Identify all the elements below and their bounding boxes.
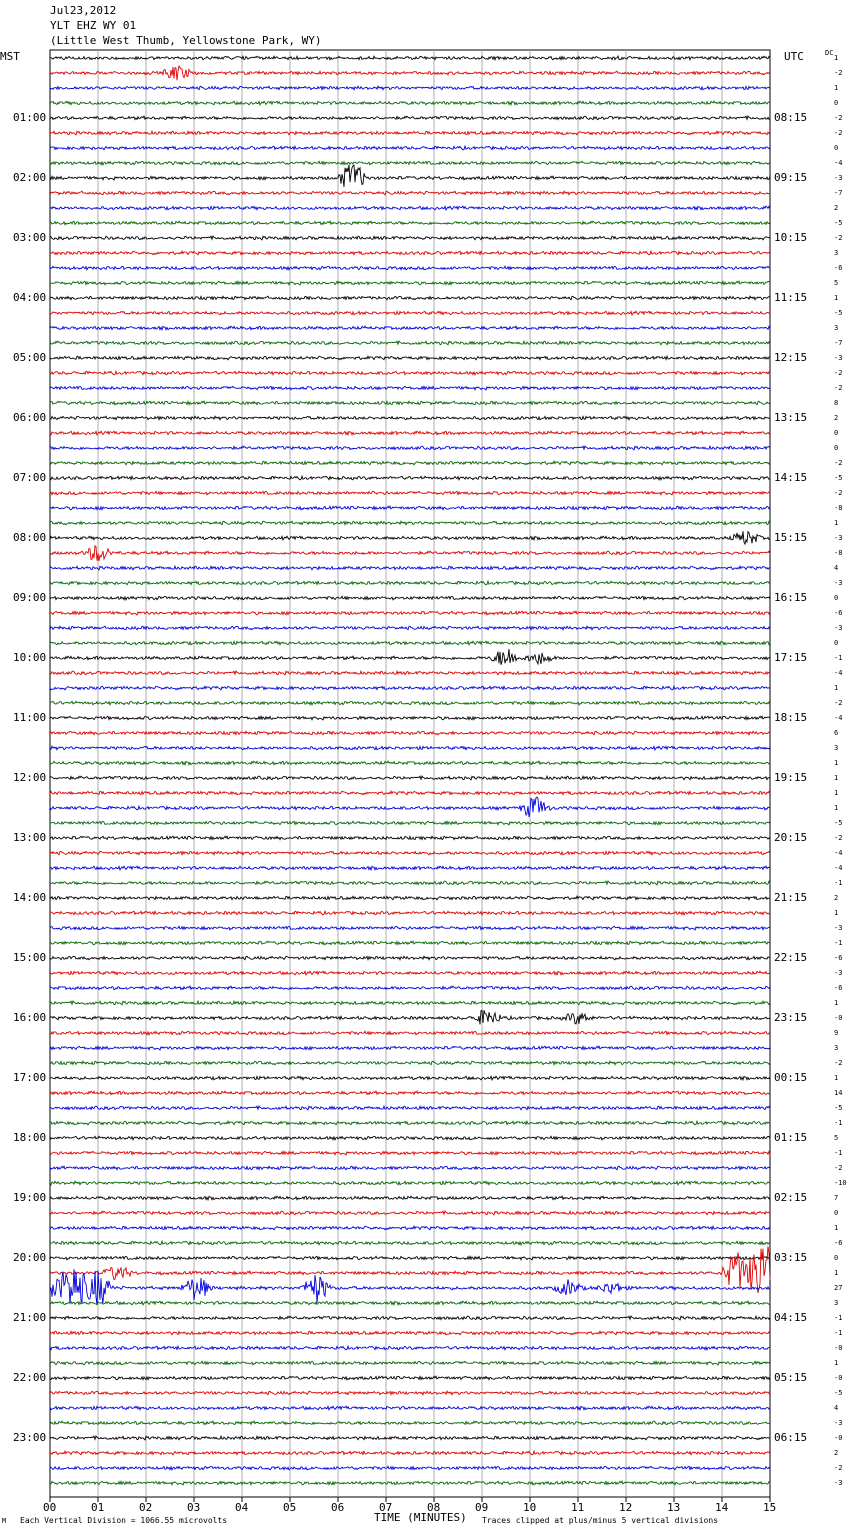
x-tick-label: 09 xyxy=(475,1501,489,1514)
dc-offset-value: 3 xyxy=(834,744,839,752)
dc-offset-value: -6 xyxy=(834,264,843,272)
dc-offset-value: 1 xyxy=(834,1224,839,1232)
seismic-trace xyxy=(50,161,770,165)
seismic-trace xyxy=(50,1466,770,1470)
seismic-trace xyxy=(50,641,770,645)
seismic-trace xyxy=(50,581,770,585)
dc-offset-value: -2 xyxy=(834,489,843,497)
dc-offset-value: 4 xyxy=(834,564,839,572)
x-tick-label: 15 xyxy=(763,1501,777,1514)
dc-offset-value: -0 xyxy=(834,1374,843,1382)
mst-hour-label: 18:00 xyxy=(13,1131,47,1144)
seismic-trace xyxy=(50,461,770,465)
scale-note: Each Vertical Division = 1066.55 microvolts xyxy=(20,1516,228,1525)
seismic-trace xyxy=(50,776,770,780)
dc-offset-value: -4 xyxy=(834,849,843,857)
seismic-trace xyxy=(50,797,770,817)
seismic-trace xyxy=(50,971,770,975)
dc-offset-value: 14 xyxy=(834,1089,843,1097)
dc-offset-value: -4 xyxy=(834,159,843,167)
dc-offset-value: -2 xyxy=(834,1059,843,1067)
mst-hour-label: 21:00 xyxy=(13,1311,47,1324)
dc-offset-value: -2 xyxy=(834,234,843,242)
dc-offset-value: -4 xyxy=(834,864,843,872)
seismic-trace xyxy=(50,1451,770,1455)
seismic-trace xyxy=(50,1346,770,1350)
seismic-trace xyxy=(50,1010,770,1024)
dc-offset-value: 1 xyxy=(834,519,839,527)
dc-offset-value: -5 xyxy=(834,309,843,317)
x-tick-label: 04 xyxy=(235,1501,249,1514)
seismic-trace xyxy=(50,1376,770,1380)
seismic-trace xyxy=(50,1361,770,1365)
seismic-trace xyxy=(50,1421,770,1425)
dc-offset-value: 27 xyxy=(834,1284,843,1292)
dc-offset-value: -7 xyxy=(834,339,843,347)
seismic-trace xyxy=(50,431,770,435)
dc-offset-value: -3 xyxy=(834,969,843,977)
dc-offset-value: -0 xyxy=(834,1344,843,1352)
mst-hour-label: 02:00 xyxy=(13,171,47,184)
seismic-trace xyxy=(50,1256,770,1260)
seismic-trace xyxy=(50,311,770,315)
dc-offset-value: 0 xyxy=(834,594,839,602)
seismic-trace xyxy=(50,266,770,270)
dc-offset-value: -1 xyxy=(834,939,843,947)
seismic-trace xyxy=(50,626,770,630)
dc-offset-value: -7 xyxy=(834,189,843,197)
dc-offset-value: -1 xyxy=(834,1119,843,1127)
dc-offset-value: 5 xyxy=(834,279,839,287)
seismic-trace xyxy=(50,649,770,665)
footer-mark: M xyxy=(2,1517,7,1525)
seismic-trace xyxy=(50,296,770,300)
mst-hour-label: 09:00 xyxy=(13,591,47,604)
seismic-trace xyxy=(50,66,770,80)
mst-hour-label: 16:00 xyxy=(13,1011,47,1024)
seismic-trace xyxy=(50,236,770,240)
mst-hour-label: 10:00 xyxy=(13,651,47,664)
seismic-trace xyxy=(50,716,770,720)
seismic-trace xyxy=(50,401,770,405)
seismic-trace xyxy=(50,341,770,345)
seismic-trace xyxy=(50,836,770,840)
dc-offset-value: -0 xyxy=(834,1434,843,1442)
x-tick-label: 13 xyxy=(667,1501,681,1514)
x-tick-label: 10 xyxy=(523,1501,537,1514)
dc-offset-value: 0 xyxy=(834,444,839,452)
x-tick-label: 07 xyxy=(379,1501,393,1514)
station-location: (Little West Thumb, Yellowstone Park, WY) xyxy=(50,34,322,47)
seismic-trace xyxy=(50,821,770,825)
dc-offset-value: -6 xyxy=(834,1239,843,1247)
seismic-trace xyxy=(50,596,770,600)
dc-offset-value: 1 xyxy=(834,759,839,767)
dc-offset-value: 0 xyxy=(834,429,839,437)
utc-hour-label: 16:15 xyxy=(774,591,808,604)
seismic-trace xyxy=(50,1196,770,1200)
dc-offset-value: -3 xyxy=(834,354,843,362)
seismic-trace xyxy=(50,881,770,885)
dc-offset-value: -6 xyxy=(834,609,843,617)
x-tick-label: 01 xyxy=(91,1501,105,1514)
dc-offset-value: -0 xyxy=(834,1014,843,1022)
dc-offset-value: -8 xyxy=(834,504,843,512)
utc-hour-label: 18:15 xyxy=(774,711,808,724)
x-tick-label: 05 xyxy=(283,1501,297,1514)
seismic-trace xyxy=(50,1151,770,1155)
dc-offset-value: 1 xyxy=(834,774,839,782)
mst-hour-label: 15:00 xyxy=(13,951,47,964)
dc-offset-value: 1 xyxy=(834,804,839,812)
utc-hour-label: 06:15 xyxy=(774,1431,808,1444)
dc-offset-value: 0 xyxy=(834,99,839,107)
utc-hour-label: 12:15 xyxy=(774,351,808,364)
seismic-trace xyxy=(50,1246,770,1293)
dc-offset-value: -2 xyxy=(834,129,843,137)
seismic-trace xyxy=(50,1031,770,1035)
dc-offset-value: -3 xyxy=(834,174,843,182)
mst-hour-label: 20:00 xyxy=(13,1251,47,1264)
x-tick-label: 12 xyxy=(619,1501,633,1514)
dc-offset-value: 1 xyxy=(834,684,839,692)
seismic-trace xyxy=(50,926,770,930)
dc-offset-value: -3 xyxy=(834,924,843,932)
seismic-trace xyxy=(50,566,770,570)
utc-hour-label: 15:15 xyxy=(774,531,808,544)
dc-offset-value: 3 xyxy=(834,249,839,257)
dc-offset-value: 1 xyxy=(834,54,839,62)
dc-offset-value: 1 xyxy=(834,84,839,92)
seismic-trace xyxy=(50,1121,770,1125)
seismic-trace xyxy=(50,531,770,544)
record-date: Jul23,2012 xyxy=(50,4,117,17)
mst-hour-label: 08:00 xyxy=(13,531,47,544)
dc-offset-value: -1 xyxy=(834,1329,843,1337)
seismic-trace xyxy=(50,1076,770,1080)
seismic-trace xyxy=(50,1181,770,1185)
dc-offset-value: -1 xyxy=(834,879,843,887)
dc-offset-value: 1 xyxy=(834,789,839,797)
mst-hour-label: 23:00 xyxy=(13,1431,47,1444)
seismic-trace xyxy=(50,1391,770,1395)
dc-offset-value: -4 xyxy=(834,714,843,722)
dc-offset-value: -1 xyxy=(834,1314,843,1322)
dc-offset-value: -1 xyxy=(834,654,843,662)
dc-offset-value: -2 xyxy=(834,1164,843,1172)
x-tick-label: 06 xyxy=(331,1501,345,1514)
dc-offset-value: 0 xyxy=(834,144,839,152)
seismic-trace xyxy=(50,165,770,187)
left-timezone-label: MST xyxy=(0,50,20,63)
mst-hour-label: 14:00 xyxy=(13,891,47,904)
seismic-trace xyxy=(50,701,770,705)
seismic-trace xyxy=(50,896,770,900)
dc-offset-value: -5 xyxy=(834,474,843,482)
seismic-trace xyxy=(50,1316,770,1320)
utc-hour-label: 09:15 xyxy=(774,171,808,184)
dc-offset-value: 8 xyxy=(834,399,839,407)
dc-offset-value: -5 xyxy=(834,1104,843,1112)
seismic-trace xyxy=(50,1211,770,1215)
dc-offset-value: 6 xyxy=(834,729,839,737)
utc-hour-label: 23:15 xyxy=(774,1011,808,1024)
utc-hour-label: 00:15 xyxy=(774,1071,808,1084)
utc-hour-label: 22:15 xyxy=(774,951,808,964)
dc-offset-value: 1 xyxy=(834,1359,839,1367)
dc-offset-value: 1 xyxy=(834,294,839,302)
x-tick-label: 11 xyxy=(571,1501,585,1514)
seismic-trace xyxy=(50,1106,770,1110)
seismic-trace xyxy=(50,1136,770,1140)
mst-hour-label: 01:00 xyxy=(13,111,47,124)
dc-offset-value: 2 xyxy=(834,894,839,902)
seismic-trace xyxy=(50,956,770,960)
x-tick-label: 02 xyxy=(139,1501,153,1514)
seismic-trace xyxy=(50,791,770,795)
dc-offset-value: -1 xyxy=(834,1149,843,1157)
dc-offset-value: 3 xyxy=(834,1299,839,1307)
utc-hour-label: 21:15 xyxy=(774,891,808,904)
utc-hour-label: 08:15 xyxy=(774,111,808,124)
seismic-trace xyxy=(50,686,770,690)
x-tick-label: 14 xyxy=(715,1501,729,1514)
seismic-traces xyxy=(50,56,770,1485)
dc-offset-value: -2 xyxy=(834,369,843,377)
seismic-trace xyxy=(50,986,770,990)
x-tick-label: 08 xyxy=(427,1501,441,1514)
dc-offset-value: 7 xyxy=(834,1194,839,1202)
utc-hour-label: 14:15 xyxy=(774,471,808,484)
seismic-trace xyxy=(50,1061,770,1065)
mst-hour-label: 07:00 xyxy=(13,471,47,484)
seismic-trace xyxy=(50,221,770,225)
seismic-trace xyxy=(50,326,770,330)
dc-offset-value: -2 xyxy=(834,114,843,122)
dc-offset-value: 0 xyxy=(834,1254,839,1262)
dc-offset-value: -4 xyxy=(834,669,843,677)
dc-offset-value: -2 xyxy=(834,69,843,77)
seismic-trace xyxy=(50,56,770,60)
dc-offset-value: 1 xyxy=(834,1074,839,1082)
seismic-trace xyxy=(50,911,770,915)
mst-hour-label: 06:00 xyxy=(13,411,47,424)
dc-offset-value: 1 xyxy=(834,909,839,917)
seismic-trace xyxy=(50,206,770,210)
dc-offset-value: -5 xyxy=(834,219,843,227)
utc-hour-label: 02:15 xyxy=(774,1191,808,1204)
seismic-trace xyxy=(50,1241,770,1245)
utc-hour-label: 19:15 xyxy=(774,771,808,784)
seismic-trace xyxy=(50,101,770,105)
time-axis xyxy=(50,1497,770,1502)
seismic-trace xyxy=(50,1301,770,1305)
seismic-trace xyxy=(50,1481,770,1485)
dc-offset-value: -3 xyxy=(834,534,843,542)
seismic-trace xyxy=(50,866,770,870)
mst-hour-label: 11:00 xyxy=(13,711,47,724)
seismic-trace xyxy=(50,191,770,195)
utc-hour-label: 17:15 xyxy=(774,651,808,664)
dc-offset-value: -3 xyxy=(834,624,843,632)
dc-offset-value: 9 xyxy=(834,1029,839,1037)
dc-offset-value: -3 xyxy=(834,1419,843,1427)
utc-hour-label: 13:15 xyxy=(774,411,808,424)
dc-offset-value: -2 xyxy=(834,699,843,707)
seismic-trace xyxy=(50,851,770,855)
seismic-trace xyxy=(50,611,770,615)
seismic-trace xyxy=(50,1331,770,1335)
utc-hour-label: 04:15 xyxy=(774,1311,808,1324)
seismic-trace xyxy=(50,251,770,255)
utc-hour-label: 05:15 xyxy=(774,1371,808,1384)
seismic-trace xyxy=(50,476,770,480)
seismic-trace xyxy=(50,1269,770,1305)
seismic-trace xyxy=(50,446,770,450)
dc-offset-value: -8 xyxy=(834,549,843,557)
seismic-trace xyxy=(50,731,770,735)
seismic-trace xyxy=(50,371,770,375)
station-id: YLT EHZ WY 01 xyxy=(50,19,137,32)
mst-hour-label: 19:00 xyxy=(13,1191,47,1204)
seismic-trace xyxy=(50,761,770,765)
dc-offset-value: -2 xyxy=(834,834,843,842)
dc-offset-value: 2 xyxy=(834,1449,839,1457)
dc-offset-value: 4 xyxy=(834,1404,839,1412)
mst-hour-label: 17:00 xyxy=(13,1071,47,1084)
mst-hour-label: 22:00 xyxy=(13,1371,47,1384)
seismic-trace xyxy=(50,521,770,525)
dc-offset-value: 2 xyxy=(834,414,839,422)
seismic-trace xyxy=(50,506,770,510)
seismic-trace xyxy=(50,281,770,285)
x-axis-label: TIME (MINUTES) xyxy=(374,1511,467,1524)
dc-offset-value: -3 xyxy=(834,579,843,587)
dc-offset-value: 2 xyxy=(834,204,839,212)
utc-hour-label: 20:15 xyxy=(774,831,808,844)
seismic-trace xyxy=(50,671,770,675)
seismic-trace xyxy=(50,1091,770,1095)
mst-hour-label: 13:00 xyxy=(13,831,47,844)
dc-offset-value: 1 xyxy=(834,999,839,1007)
utc-hour-label: 11:15 xyxy=(774,291,808,304)
dc-offset-value: 0 xyxy=(834,639,839,647)
dc-offset-value: -5 xyxy=(834,1389,843,1397)
seismic-trace xyxy=(50,1046,770,1050)
seismic-trace xyxy=(50,386,770,390)
dc-offset-header: DC xyxy=(825,49,834,57)
seismic-trace xyxy=(50,1226,770,1230)
dc-offset-value: 3 xyxy=(834,324,839,332)
dc-offset-value: -2 xyxy=(834,384,843,392)
utc-hour-label: 01:15 xyxy=(774,1131,808,1144)
seismic-trace xyxy=(50,746,770,750)
dc-offset-value: 0 xyxy=(834,1209,839,1217)
seismic-trace xyxy=(50,491,770,495)
seismic-trace xyxy=(50,941,770,945)
x-tick-label: 03 xyxy=(187,1501,201,1514)
dc-offset-value: 3 xyxy=(834,1044,839,1052)
x-tick-label: 00 xyxy=(43,1501,57,1514)
dc-offset-value: 1 xyxy=(834,1269,839,1277)
dc-offset-value: -3 xyxy=(834,1479,843,1487)
clip-note: Traces clipped at plus/minus 5 vertical divisions xyxy=(482,1516,719,1525)
dc-offset-value: 5 xyxy=(834,1134,839,1142)
seismic-trace xyxy=(50,356,770,360)
seismic-trace xyxy=(50,131,770,135)
dc-offset-value: -6 xyxy=(834,984,843,992)
seismic-trace xyxy=(50,116,770,120)
dc-offset-value: -6 xyxy=(834,954,843,962)
dc-offset-value: -2 xyxy=(834,459,843,467)
seismic-trace xyxy=(50,86,770,90)
dc-offset-value: -10 xyxy=(834,1179,847,1187)
seismic-trace xyxy=(50,416,770,420)
seismic-trace xyxy=(50,1406,770,1410)
seismic-trace xyxy=(50,146,770,150)
mst-hour-label: 04:00 xyxy=(13,291,47,304)
utc-hour-label: 03:15 xyxy=(774,1251,808,1264)
utc-hour-label: 10:15 xyxy=(774,231,808,244)
mst-hour-label: 12:00 xyxy=(13,771,47,784)
dc-offset-value: -5 xyxy=(834,819,843,827)
seismic-trace xyxy=(50,1166,770,1170)
mst-hour-label: 05:00 xyxy=(13,351,47,364)
seismic-trace xyxy=(50,1001,770,1005)
right-timezone-label: UTC xyxy=(784,50,804,63)
mst-hour-label: 03:00 xyxy=(13,231,47,244)
seismic-trace xyxy=(50,546,770,561)
dc-offset-value: -2 xyxy=(834,1464,843,1472)
seismic-trace xyxy=(50,1436,770,1440)
